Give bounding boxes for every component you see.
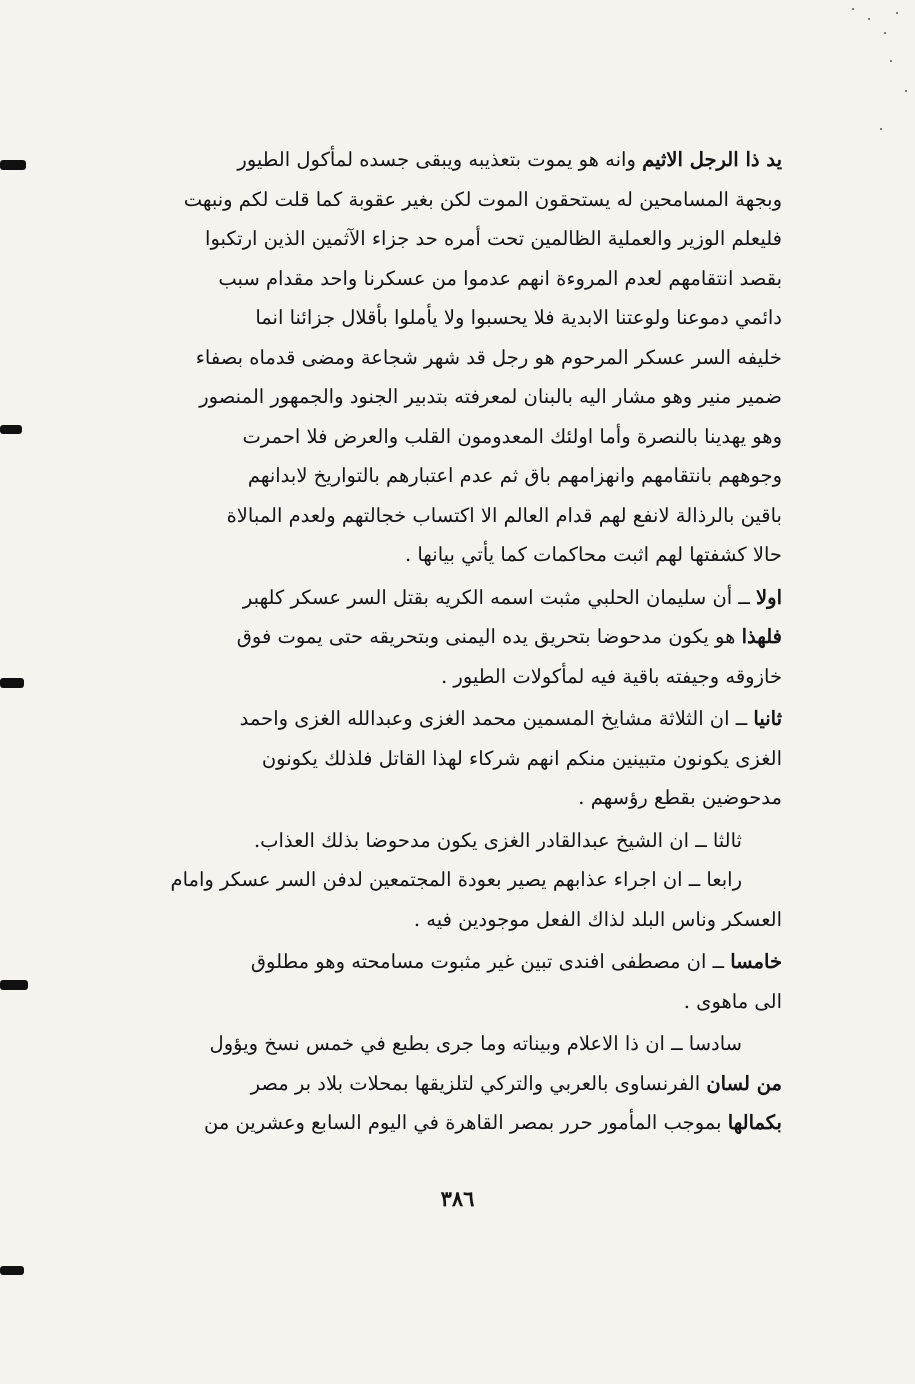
line-text: الفرنساوى بالعربي والتركي لتلزيقها بمحلات بلاد بر مصر [250, 1071, 707, 1095]
bold-lead: اولا [756, 585, 782, 609]
scan-speck [852, 8, 854, 10]
binding-mark [0, 425, 22, 434]
binding-mark [0, 160, 26, 170]
line-text: ــ أن سليمان الحلبي مثبت اسمه الكريه بقتل السر عسكر كلهبر [242, 585, 757, 609]
line-text: فليعلم الوزير والعملية الظالمين تحت أمره حد جزاء الآثمين الذين ارتكبوا [205, 227, 782, 250]
text-line [112, 578, 782, 618]
binding-mark [0, 980, 28, 990]
line-text: خليفه السر عسكر المرحوم هو رجل قد شهر شجاعة ومضى قدماه بصفاء [195, 345, 782, 369]
text-line [112, 982, 782, 1022]
text-line [112, 821, 782, 861]
line-text: باقين بالرذالة لانفع لهم قدام العالم الا اكتساب خجالتهم ولعدم المبالاة [226, 503, 782, 527]
text-line [112, 778, 782, 818]
scan-speck [868, 18, 870, 20]
scan-speck [896, 12, 898, 14]
text-line [112, 180, 782, 220]
line-text: بقصد انتقامهم لعدم المروءة انهم عدموا من عسكرنا واحد مقدام سبب [218, 266, 782, 290]
text-line [112, 535, 782, 575]
line-text: هو يكون مدحوضا بتحريق يده اليمنى وبتحريقه حتى يموت فوق [236, 625, 742, 648]
scan-speck [884, 32, 886, 34]
line-text: ضمير منير وهو مشار اليه بالبنان لمعرفته بتدبير الجنود والجمهور المنصور [199, 385, 782, 408]
text-line [112, 377, 782, 417]
line-text: ثالثا ــ ان الشيخ عبدالقادر الغزى يكون مدحوضا بذلك العذاب. [253, 828, 742, 852]
line-text: خازوقه وجيفته باقية فيه لمأكولات الطيور . [441, 664, 782, 688]
text-line [112, 140, 782, 180]
text-line [112, 456, 782, 496]
text-line [112, 338, 782, 378]
bold-lead: ثانيا [753, 707, 782, 730]
line-text: حالا كشفتها لهم اثبت محاكمات كما يأتي بيانها . [404, 543, 782, 566]
body-text [112, 140, 782, 1143]
scan-speck [905, 90, 907, 92]
line-text: الغزى يكونون متبينين منكم انهم شركاء لهذا القاتل فلذلك يكونون [261, 746, 782, 770]
line-text: رابعا ــ ان اجراء عذابهم يصير بعودة المجتمعين لدفن السر عسكر وامام [170, 868, 742, 891]
text-line [112, 900, 782, 940]
line-text: ــ ان مصطفى افندى تبين غير مثبوت مسامحته وهو مطلوق [250, 950, 731, 973]
text-line [112, 699, 782, 739]
binding-mark [0, 678, 24, 688]
text-line [112, 496, 782, 536]
bold-lead: يد ذا الرجل الاثيم [642, 148, 782, 171]
line-text: ــ ان الثلاثة مشايخ المسمين محمد الغزى وعبدالله الغزى واحمد [239, 707, 754, 730]
text-line [112, 219, 782, 259]
text-line [112, 1103, 782, 1143]
line-text: وانه هو يموت بتعذيبه ويبقى جسده لمأكول الطيور [237, 148, 643, 171]
line-text: العسكر وناس البلد لذاك الفعل موجودين فيه . [413, 907, 782, 931]
text-line [112, 617, 782, 657]
text-line [112, 298, 782, 338]
text-line [112, 1064, 782, 1104]
text-line [112, 942, 782, 982]
line-text: وبجهة المسامحين له يستحقون الموت لكن بغير عقوبة كما قلت لكم ونبهت [183, 187, 782, 211]
line-text: وجوههم بانتقامهم وانهزامهم باق ثم عدم اعتبارهم بالتواريخ لابدانهم [247, 464, 782, 487]
text-line [112, 657, 782, 697]
line-text: سادسا ــ ان ذا الاعلام وبيناته وما جرى بطبع في خمس نسخ ويؤول [209, 1032, 742, 1055]
line-text: الى ماهوى . [683, 989, 782, 1013]
line-text: مدحوضين بقطع رؤسهم . [578, 786, 782, 809]
text-line [112, 1024, 782, 1064]
text-line [112, 417, 782, 457]
bold-lead: فلهذا [741, 625, 782, 648]
scan-speck [880, 128, 882, 130]
text-line [112, 860, 782, 900]
page-number: ٣٨٦ [440, 1186, 475, 1211]
line-text: بموجب المأمور حرر بمصر القاهرة في اليوم السابع وعشرين من [203, 1111, 728, 1134]
line-text: وهو يهدينا بالنصرة وأما اولئك المعدومون القلب والعرض فلا احمرت [242, 424, 782, 448]
bold-lead: من لسان [706, 1071, 782, 1095]
text-line [112, 259, 782, 299]
bold-lead: خامسا [730, 950, 782, 973]
text-line [112, 739, 782, 779]
bold-lead: بكمالها [727, 1111, 782, 1134]
line-text: دائمي دموعنا ولوعتنا الابدية فلا يحسبوا ولا يأملوا بأقلال جزائنا انما [255, 306, 782, 329]
scan-speck [890, 60, 892, 62]
binding-mark [0, 1266, 24, 1275]
